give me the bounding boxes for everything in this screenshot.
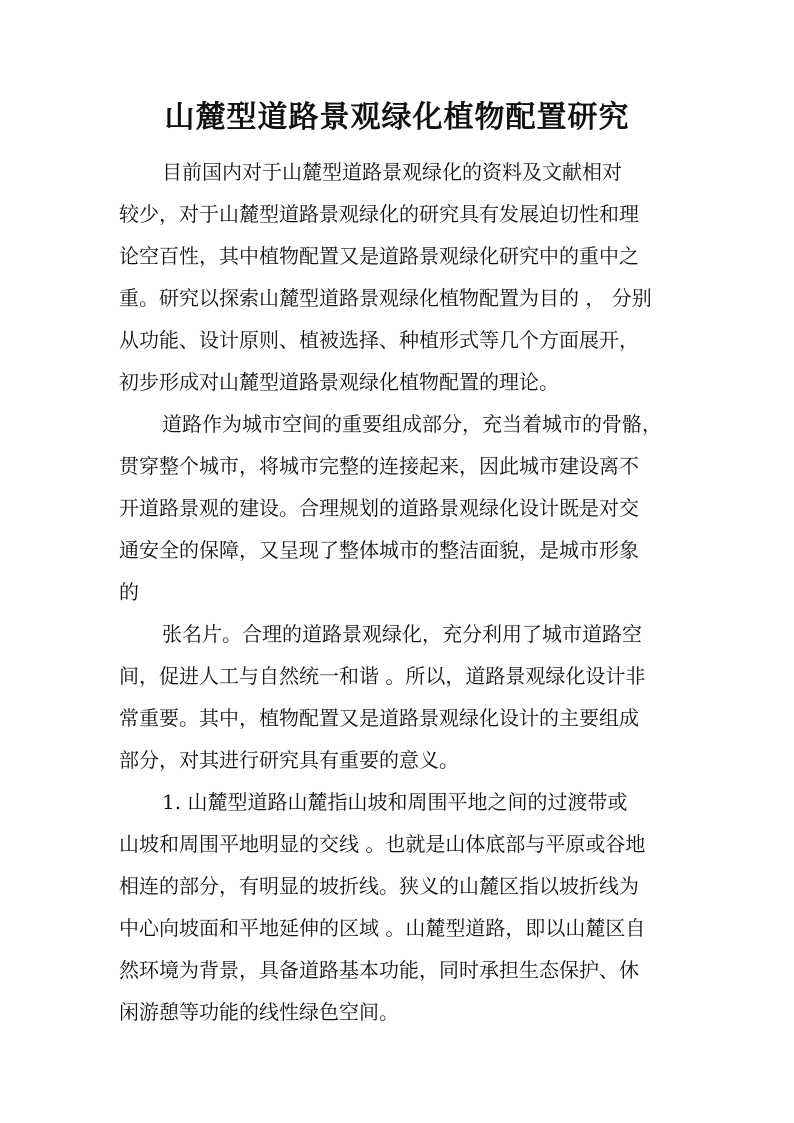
paragraph-1-line-3: 论空百性，其中植物配置又是道路景观绿化研究中的重中之 <box>119 244 639 268</box>
paragraph-2-line-1: 道路作为城市空间的重要组成部分，充当着城市的骨骼， <box>162 412 662 436</box>
paragraph-4-line-3: 相连的部分，有明显的坡折线。狭义的山麓区指以坡折线为 <box>119 874 639 898</box>
paragraph-3-line-1: 张名片。合理的道路景观绿化，充分利用了城市道路空 <box>162 622 642 646</box>
paragraph-2-line-5: 的 <box>119 580 139 604</box>
paragraph-3-line-2: 间，促进人工与自然统一和谐 。所以，道路景观绿化设计非 <box>119 664 646 688</box>
paragraph-2-line-3: 开道路景观的建设。合理规划的道路景观绿化设计既是对交 <box>119 496 639 520</box>
paragraph-4-line-1: 1. 山麓型道路山麓指山坡和周围平地之间的过渡带或 <box>162 790 628 814</box>
paragraph-1-line-4: 重。研究以探索山麓型道路景观绿化植物配置为目的 ， 分别 <box>119 286 652 310</box>
paragraph-1-line-2: 较少，对于山麓型道路景观绿化的研究具有发展迫切性和理 <box>119 202 639 226</box>
paragraph-1-line-6: 初步形成对山麓型道路景观绿化植物配置的理论。 <box>119 370 559 394</box>
paragraph-2-line-4: 通安全的保障，又呈现了整体城市的整洁面貌，是城市形象 <box>119 538 639 562</box>
paragraph-1-line-5: 从功能、设计原则、植被选择、种植形式等几个方面展开， <box>119 328 639 352</box>
document-title: 山麓型道路景观绿化植物配置研究 <box>164 100 630 135</box>
paragraph-4-line-6: 闲游憩等功能的线性绿色空间。 <box>119 1000 399 1024</box>
paragraph-3-line-3: 常重要。其中，植物配置又是道路景观绿化设计的主要组成 <box>119 706 639 730</box>
paragraph-4-line-5: 然环境为背景，具备道路基本功能，同时承担生态保护、休 <box>119 958 639 982</box>
paragraph-4-line-4: 中心向坡面和平地延伸的区域 。山麓型道路，即以山麓区自 <box>119 916 646 940</box>
paragraph-4-line-2: 山坡和周围平地明显的交线 。也就是山体底部与平原或谷地 <box>119 832 646 856</box>
paragraph-1-line-1: 目前国内对于山麓型道路景观绿化的资料及文献相对 <box>162 160 622 184</box>
paragraph-3-line-4: 部分，对其进行研究具有重要的意义。 <box>119 748 459 772</box>
paragraph-2-line-2: 贯穿整个城市，将城市完整的连接起来，因此城市建设离不 <box>119 454 639 478</box>
